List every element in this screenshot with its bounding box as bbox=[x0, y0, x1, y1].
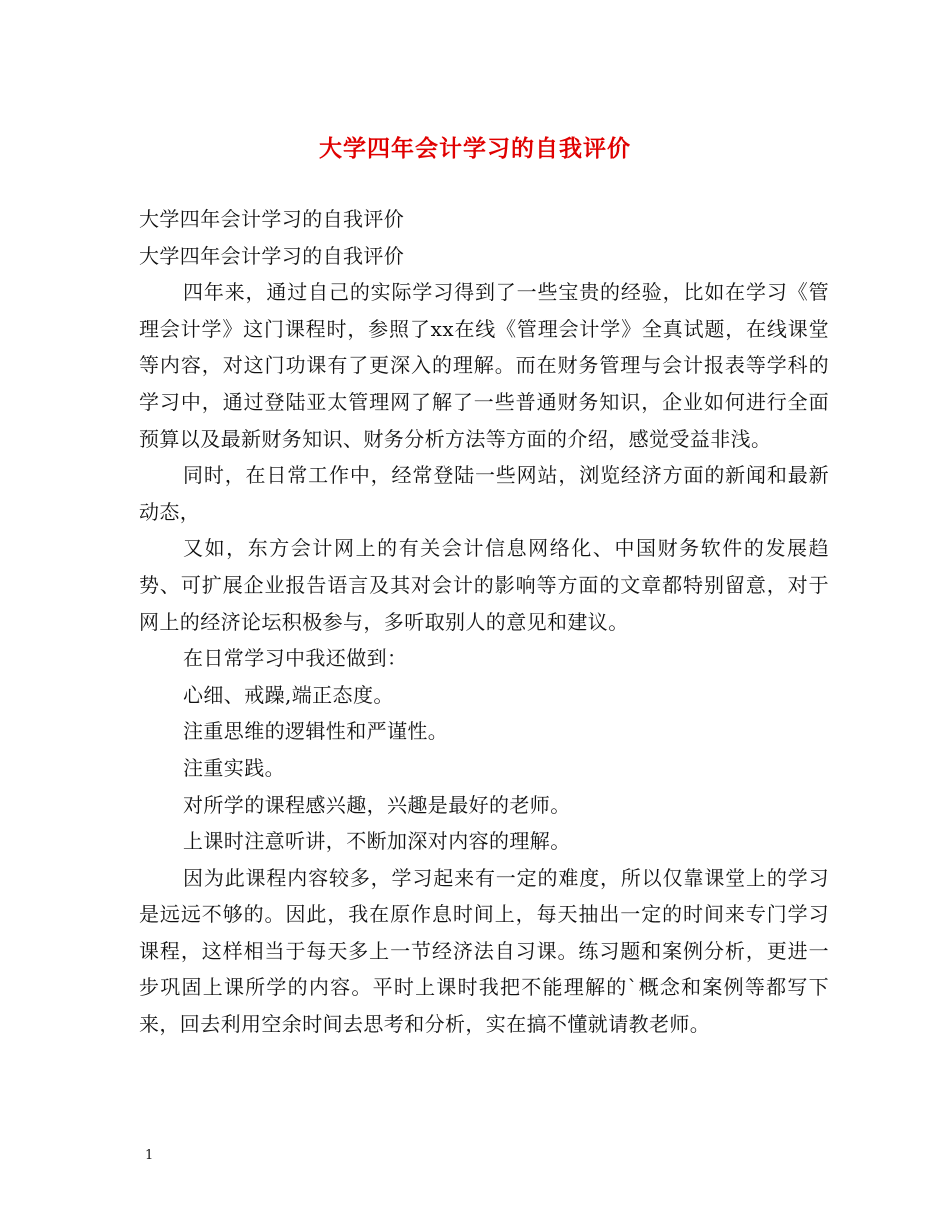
paragraph: 心细、戒躁,端正态度。 bbox=[183, 682, 394, 707]
paragraph: 对所学的课程感兴趣，兴趣是最好的老师。 bbox=[183, 792, 571, 817]
page-number: 1 bbox=[145, 1148, 154, 1163]
paragraph: 四年来，通过自己的实际学习得到了一些宝贵的经验，比如在学习《管理会计学》这门课程时，参照了xx在线《管理会计学》全真试题，在线课堂等内容，对这门功课有了更深入的理解。而在财务管理与会计报表等学科的学习中，通过登陆亚太管理网了解了一些普通财务知识，企业如何进行全面预算以及最新财务知识、财务分析方法等方面的介绍，感觉受益非浅。 bbox=[139, 280, 829, 451]
paragraph: 上课时注意听讲，不断加深对内容的理解。 bbox=[183, 829, 571, 854]
paragraph: 大学四年会计学习的自我评价 bbox=[139, 243, 405, 268]
paragraph: 大学四年会计学习的自我评价 bbox=[139, 207, 405, 231]
paragraph: 同时，在日常工作中，经常登陆一些网站，浏览经济方面的新闻和最新动态， bbox=[139, 463, 829, 524]
paragraph: 又如，东方会计网上的有关会计信息网络化、中国财务软件的发展趋势、可扩展企业报告语言及其对会计的影响等方面的文章都特别留意，对于网上的经济论坛积极参与，多听取别人的意见和建议。 bbox=[139, 536, 829, 634]
paragraph: 在日常学习中我还做到： bbox=[183, 646, 408, 671]
document-title: 大学四年会计学习的自我评价 bbox=[319, 135, 631, 162]
paragraph: 因为此课程内容较多，学习起来有一定的难度，所以仅靠课堂上的学习是远远不够的。因此，我在原作息时间上，每天抽出一定的时间来专门学习课程，这样相当于每天多上一节经济法自习课。练习题和案例分析，更进一步巩固上课所学的内容。平时上课时我把不能理解的`概念和案例等都写下来，回去利用空余时间去思考和分析，实在搞不懂就请教老师。 bbox=[139, 865, 829, 1037]
paragraph: 注重思维的逻辑性和严谨性。 bbox=[183, 719, 449, 744]
document-body bbox=[139, 201, 829, 1043]
paragraph: 注重实践。 bbox=[183, 755, 285, 780]
